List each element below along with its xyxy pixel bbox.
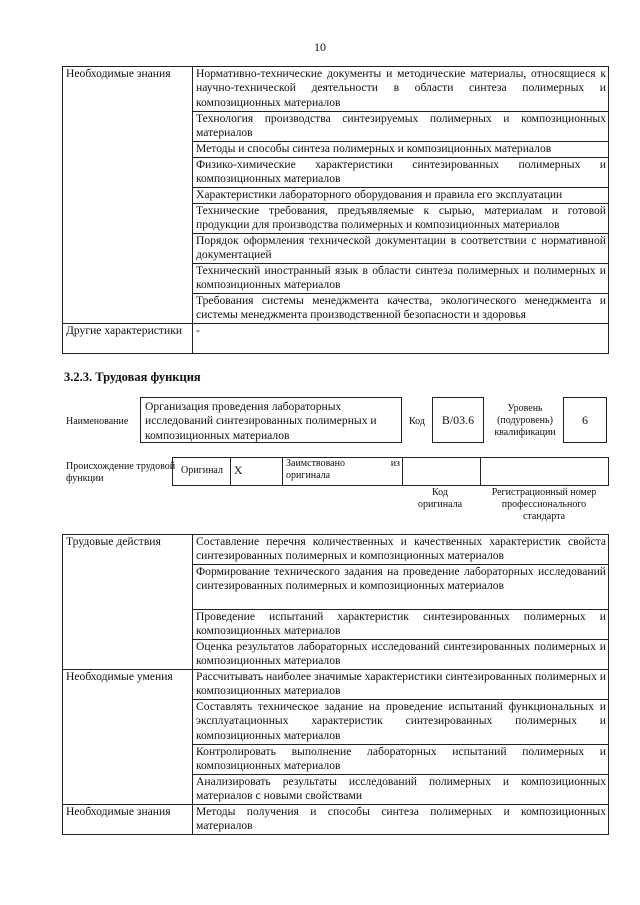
skill-item: Анализировать результаты исследований полимерных и композиционных материалов с новыми свойствами [193, 775, 609, 805]
action-item: Составление перечня количественных и качественных характеристик свойста синтезированных полимерных и композиционных материалов [193, 535, 609, 565]
function-name: Организация проведения лабораторных исследований синтезированных полимерных и композиционных материалов [140, 397, 402, 443]
original-label: Оригинал [173, 458, 231, 486]
origin-table [172, 457, 609, 486]
code-label: Код [409, 416, 425, 427]
knowledge-item: Порядок оформления технической документации в соответствии с нормативной документацией [193, 234, 609, 264]
reg-number-caption: Регистрационный номер профессионального стандарта [491, 487, 597, 522]
code-original-caption: Код оригинала [417, 487, 463, 510]
knowledge-label: Необходимые знания [63, 67, 193, 324]
knowledge-item: Методы и способы синтеза полимерных и композиционных материалов [193, 142, 609, 158]
action-item: Проведение испытаний характеристик синтезированных полимерных и композиционных материалов [193, 610, 609, 640]
level-label: Уровень (подуровень) квалификации [494, 403, 556, 438]
action-item: Оценка результатов лабораторных исследований синтезированных полимерных и композиционных материалов [193, 640, 609, 670]
reg-number-cell [481, 458, 609, 486]
section-heading: 3.2.3. Трудовая функция [64, 370, 201, 384]
qualification-level: 6 [563, 397, 607, 443]
skill-item: Составлять техническое задание на проведение испытаний функциональных и эксплуатационных характеристик синтезированных полимерных и композиционных материалов [193, 700, 609, 745]
required-knowledge-label: Необходимые знания [63, 805, 193, 835]
name-label: Наименование [66, 416, 129, 427]
knowledge-item: Технология производства синтезируемых полимерных и композиционных материалов [193, 112, 609, 142]
knowledge-item: Нормативно-технические документы и методические материалы, относящиеся к научно-технической деятельности в области синтеза полимерных и композиционных материалов [193, 67, 609, 112]
other-characteristics-label: Другие характеристики [63, 324, 193, 354]
skill-item: Рассчитывать наиболее значимые характеристики синтезированных полимерных и композиционных материалов [193, 670, 609, 700]
origin-label: Происхождение трудовой функции [66, 461, 176, 484]
code-original-cell [403, 458, 481, 486]
required-knowledge-item: Методы получения и способы синтеза полимерных и композиционных материалов [193, 805, 609, 835]
action-item: Формирование технического задания на проведение лабораторных исследований синтезированных полимерных и композиционных материалов [193, 565, 609, 610]
page-number: 10 [314, 40, 326, 54]
knowledge-item: Физико-химические характеристики синтезированных полимерных и композиционных материалов [193, 158, 609, 188]
knowledge-item: Характеристики лабораторного оборудования и правила его эксплуатации [193, 188, 609, 204]
knowledge-item: Технический иностранный язык в области синтеза полимерных и полимерных и композиционных материалов [193, 264, 609, 294]
borrowed-label: Заимствовано из оригинала [283, 458, 403, 486]
knowledge-item: Технические требования, предъявляемые к сырью, материалам и готовой продукции для производства полимерных и композиционных материалов [193, 204, 609, 234]
knowledge-item: Требования системы менеджмента качества, экологического менеджмента и системы менеджмента производственной безопасности и здоровья [193, 294, 609, 324]
function-code: B/03.6 [432, 397, 484, 443]
other-characteristics-value: - [193, 324, 609, 354]
actions-label: Трудовые действия [63, 535, 193, 670]
knowledge-table [62, 66, 609, 354]
skills-label: Необходимые умения [63, 670, 193, 805]
original-mark: X [231, 458, 283, 486]
skill-item: Контролировать выполнение лабораторных испытаний полимерных и композиционных материалов [193, 745, 609, 775]
function-details-table [62, 534, 609, 835]
